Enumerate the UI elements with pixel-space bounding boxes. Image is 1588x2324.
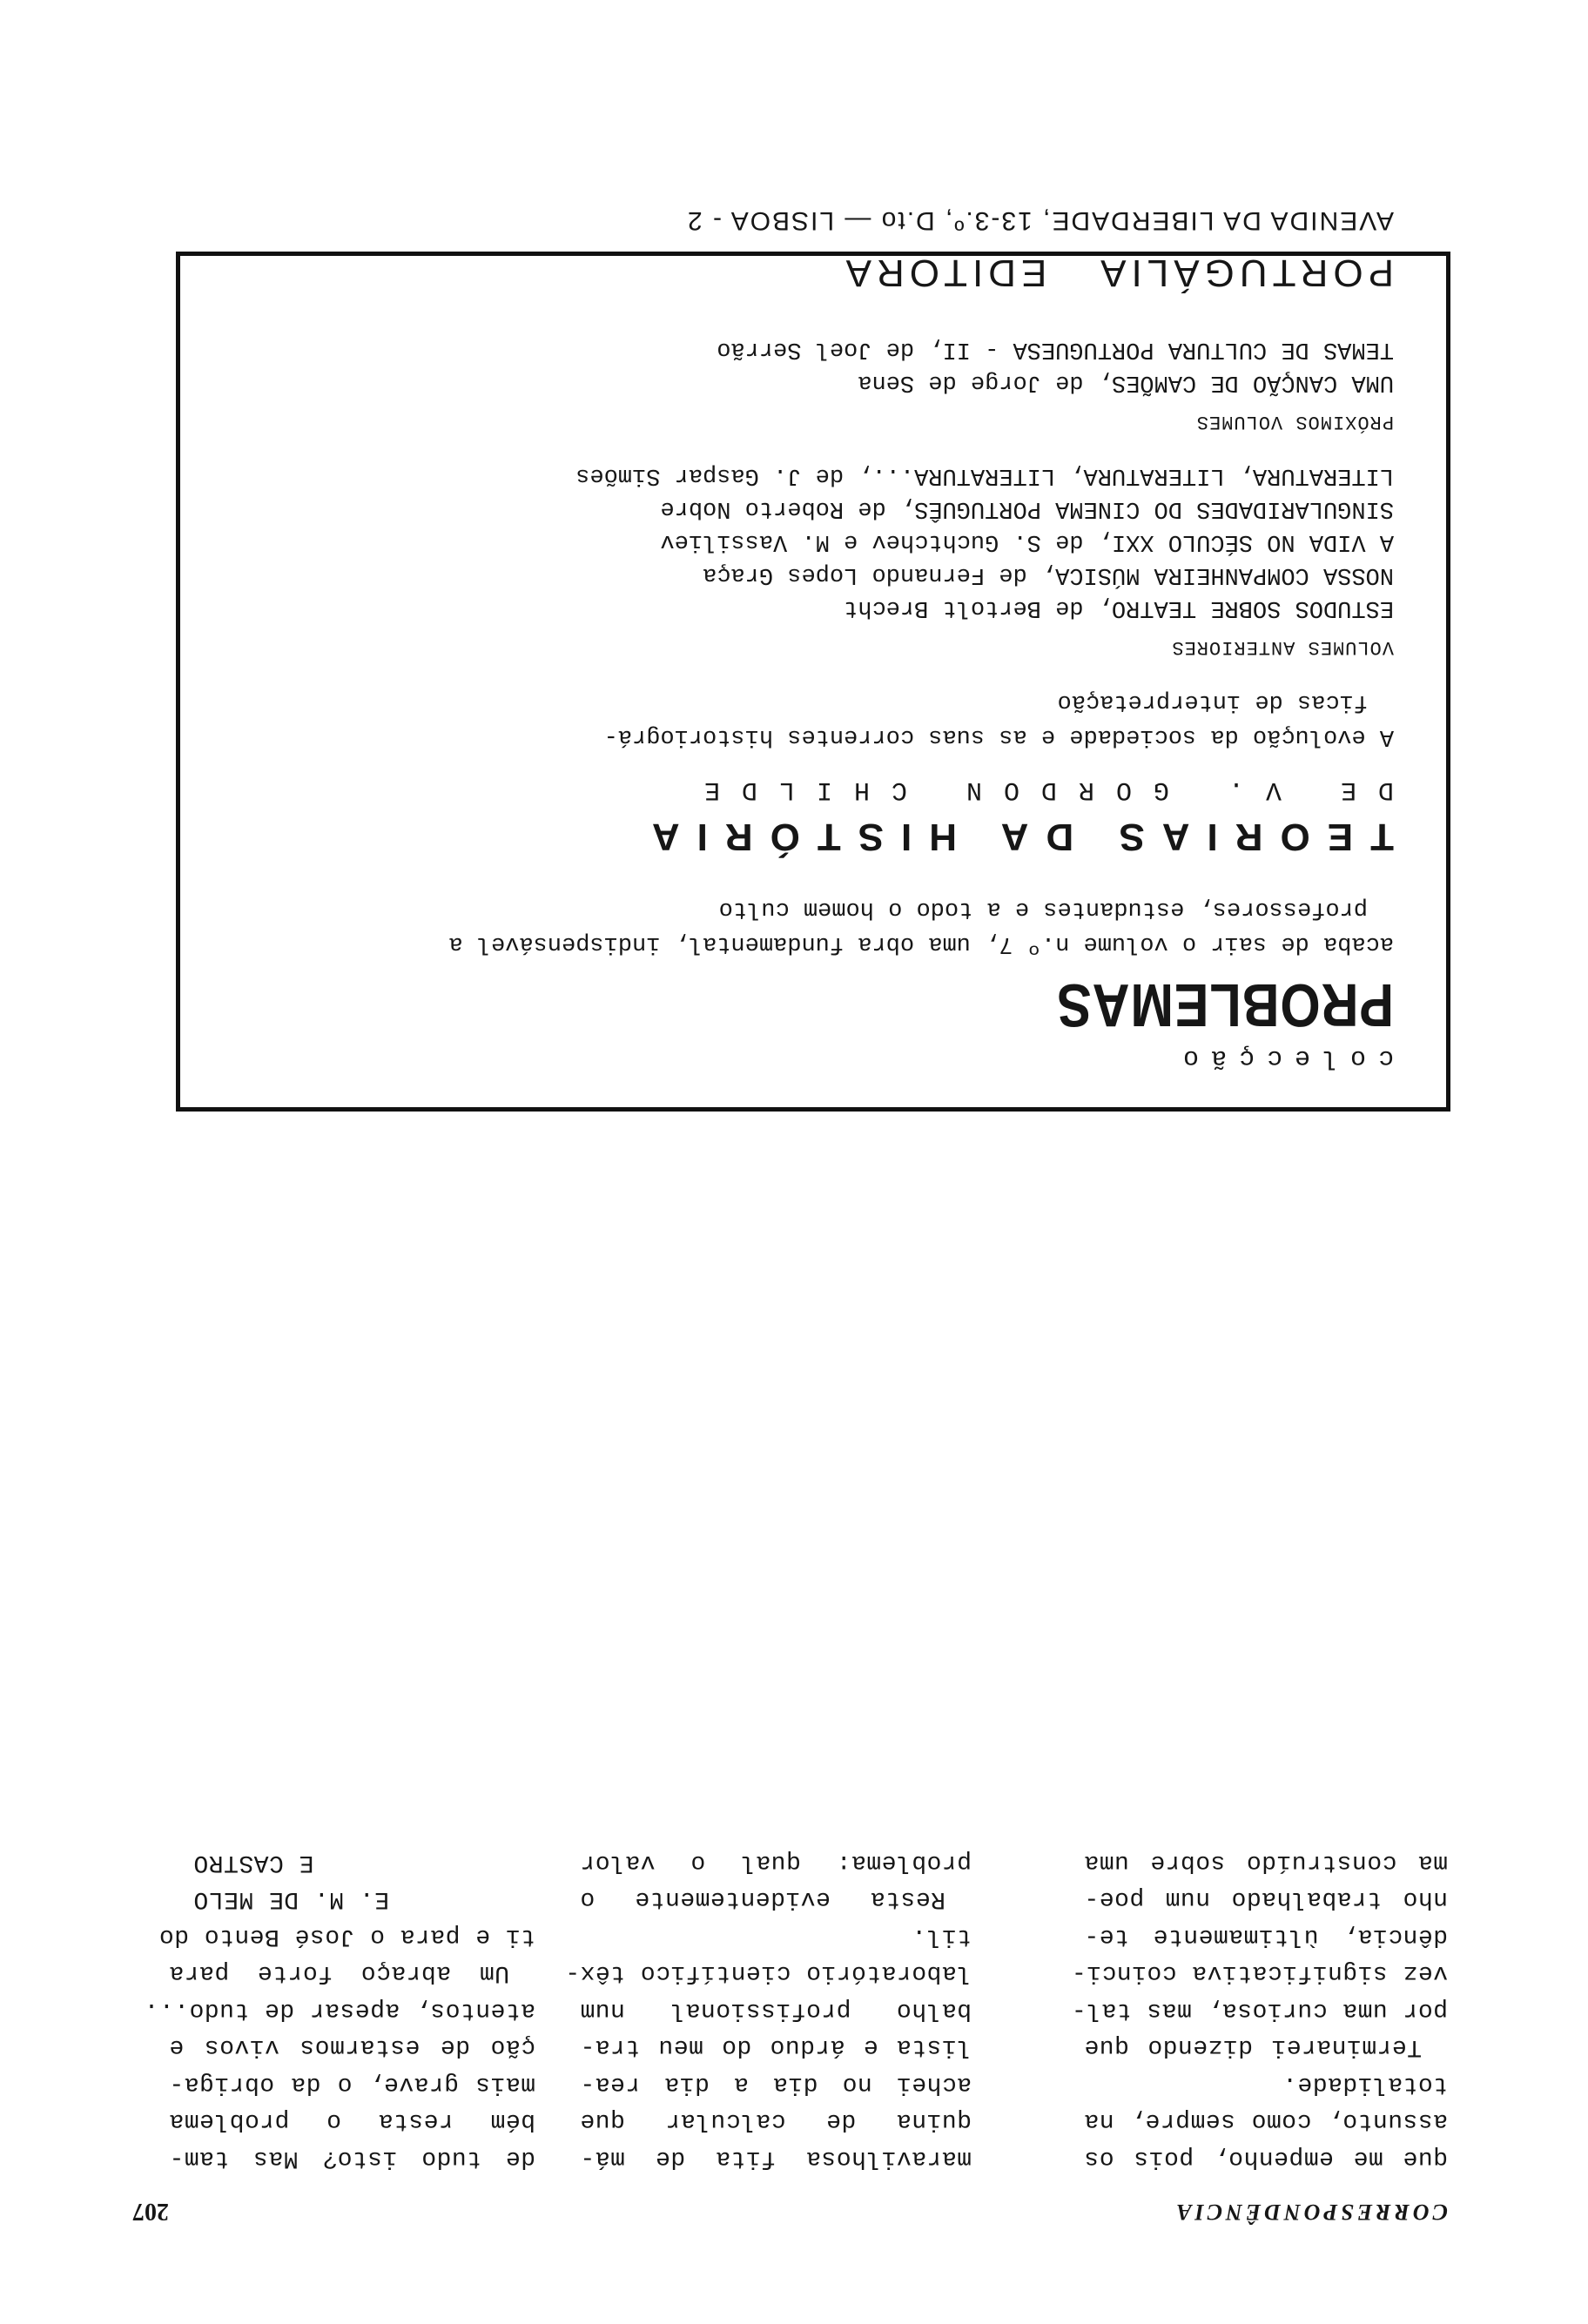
book-description-line: ficas de interpretação bbox=[1057, 688, 1368, 715]
letter-line: problema: qual o valor bbox=[580, 1849, 972, 1876]
letter-line: Resta evidentemente o bbox=[580, 1885, 945, 1913]
letter-line: atentos, apesar de tudo... bbox=[144, 1997, 535, 2024]
letter-line: ti e para o José Bento do bbox=[158, 1923, 535, 1950]
previous-volumes-list bbox=[227, 459, 1394, 624]
next-volumes-list bbox=[227, 332, 1394, 399]
signature-line: E. M. DE MELO bbox=[193, 1885, 389, 1913]
letter-line: assunto, como sempre, na bbox=[1084, 2107, 1448, 2135]
letter-column-1 bbox=[1071, 1844, 1448, 2177]
volume-item: NOSSA COMPANHEIRA MÚSICA, de Fernando Lopes Graça bbox=[703, 561, 1394, 588]
book-description bbox=[227, 684, 1394, 754]
letter-line: vez significativa coinci- bbox=[1071, 1959, 1448, 1987]
letter-column-2 bbox=[564, 1844, 972, 2177]
letter-line: nho trabalhado num poe- bbox=[1084, 1885, 1448, 1913]
book-title: TEORIAS DA HISTÓRIA bbox=[634, 816, 1394, 858]
publisher-address: AVENIDA DA LIBERDADE, 13-3.º, D.to — LISBOA - 2 bbox=[685, 206, 1394, 235]
letter-line: ção de estarmos vivos e bbox=[169, 2033, 535, 2061]
announcement-line: professores, estudantes e a todo o homem culto bbox=[718, 896, 1368, 922]
letter-line: mais grave, o da obriga- bbox=[169, 2071, 535, 2098]
running-header-title: CORRESPONDÊNCIA bbox=[1173, 2200, 1448, 2225]
letter-line: Um abraço forte para bbox=[169, 1959, 509, 1987]
volume-item: SINGULARIDADES DO CINEMA PORTUGUÊS, de Roberto Nobre bbox=[660, 495, 1394, 521]
letter-line: por uma curiosa, mas tal- bbox=[1071, 1997, 1448, 2024]
letter-line: bém resta o problema bbox=[169, 2107, 535, 2135]
volume-item: UMA CANÇÃO DE CAMÕES, de Jorge de Sena bbox=[858, 369, 1394, 395]
book-author: DE V. GORDON CHILDE bbox=[682, 775, 1394, 804]
volume-item: A VIDA NO SÉCULO XXI, de S. Guchtchev e M. Vassiliev bbox=[660, 528, 1394, 554]
letter-line: maravilhosa fita de má- bbox=[580, 2145, 972, 2172]
volume-item: TEMAS DE CULTURA PORTUGUESA - II, de Joel Serrão bbox=[717, 336, 1394, 362]
letter-line: balho profissional num bbox=[580, 1997, 972, 2024]
letter-line: achei no dia a dia rea- bbox=[580, 2071, 972, 2098]
letter-line: que me empenho, pois os bbox=[1084, 2145, 1448, 2172]
signature-line: E CASTRO bbox=[193, 1849, 314, 1876]
advertisement-box bbox=[176, 206, 1450, 1112]
letter-line: til. bbox=[911, 1923, 972, 1950]
letter-line: de tudo isto? Mas tam- bbox=[169, 2145, 535, 2172]
series-label: colecção bbox=[1170, 1043, 1394, 1072]
previous-volumes-heading: VOLUMES ANTERIORES bbox=[1171, 636, 1394, 658]
announcement-line: acaba de sair o volume n.º 7, uma obra fundamental, indispensável a bbox=[448, 930, 1394, 957]
letter-line: ma construído sobre uma bbox=[1084, 1849, 1448, 1876]
publisher-name: PORTUGÁLIA EDITORA bbox=[840, 252, 1394, 294]
page-number: 207 bbox=[132, 2198, 169, 2225]
letter-line: totalidade. bbox=[1282, 2071, 1448, 2098]
volume-item: ESTUDOS SOBRE TEATRO, de Bertolt Brecht bbox=[844, 594, 1394, 621]
volume-item: LITERATURA, LITERATURA, LITERATURA..., de J. Gaspar Simões bbox=[575, 462, 1394, 488]
next-volumes-heading: PRÓXIMOS VOLUMES bbox=[1195, 411, 1394, 433]
book-description-line: A evolução da sociedade e as suas correntes historiográ- bbox=[603, 723, 1394, 749]
letter-line: dência, ùltimamente te- bbox=[1084, 1923, 1448, 1950]
announcement bbox=[227, 891, 1394, 961]
letter-line: Terminarei dizendo que bbox=[1084, 2033, 1422, 2061]
letter-column-3 bbox=[144, 1844, 535, 2177]
letter-line: lista e árduo do meu tra- bbox=[580, 2033, 972, 2061]
series-name: PROBLEMAS bbox=[1056, 971, 1394, 1039]
letter-line: quina de calcular que bbox=[580, 2107, 972, 2135]
letter-line: laboratório científico têx- bbox=[564, 1959, 972, 1987]
